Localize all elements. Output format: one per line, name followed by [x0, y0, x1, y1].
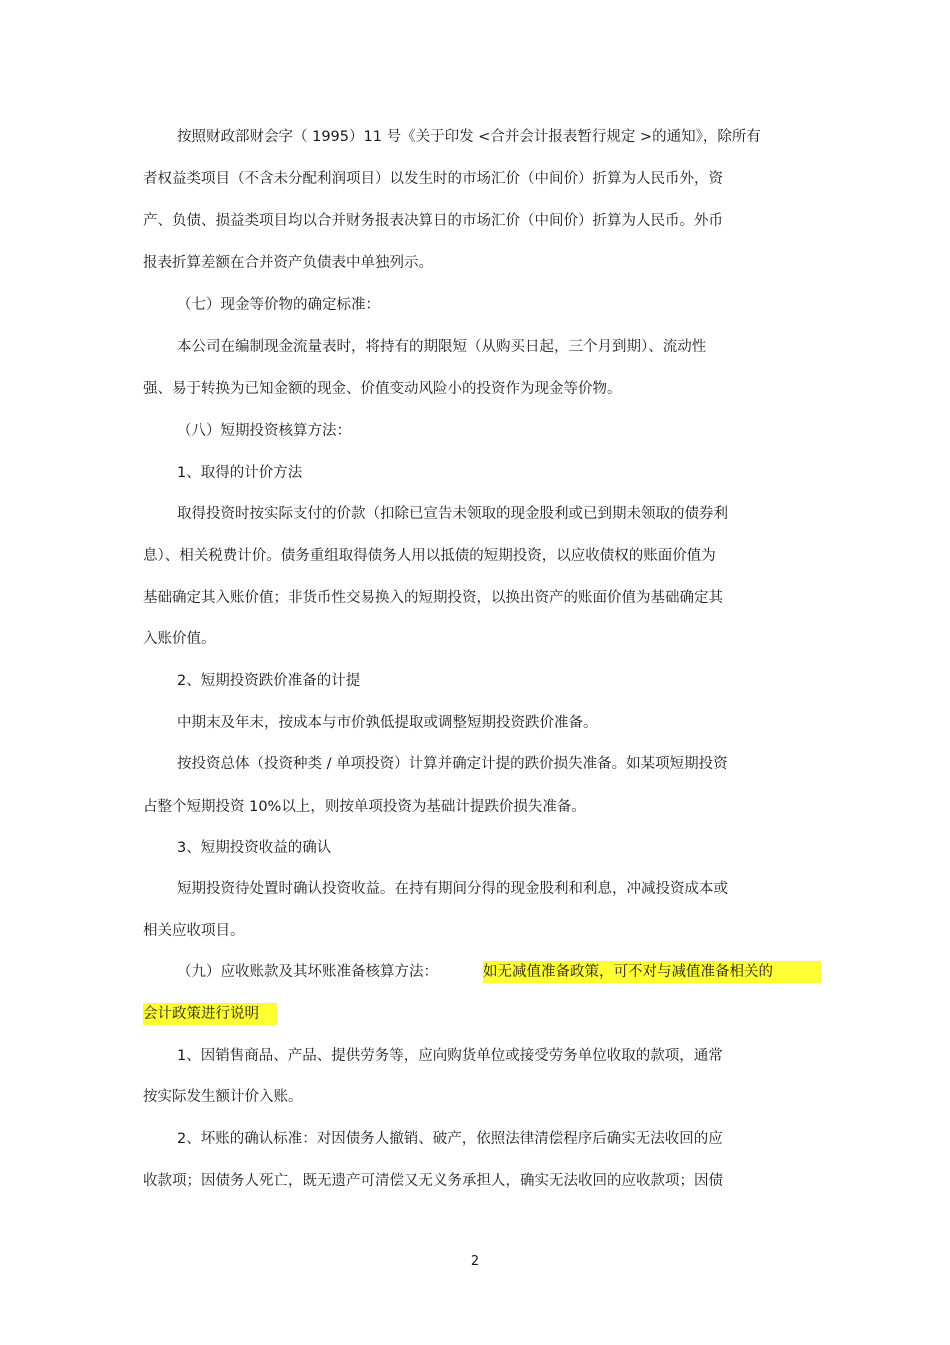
paragraph-line: 相关应收项目。	[143, 923, 245, 939]
paragraph-line: 占整个短期投资 10%以上，则按单项投资为基础计提跌价损失准备。	[143, 799, 586, 815]
paragraph-line: 1、因销售商品、产品、提供劳务等，应向购货单位或接受劳务单位收取的款项，通常	[177, 1048, 723, 1064]
paragraph-line: 中期末及年末，按成本与市价孰低提取或调整短期投资跌价准备。	[177, 715, 598, 731]
paragraph-line: 按照财政部财会字（ 1995）11 号《关于印发 <合并会计报表暂行规定 >的通知》，除所有	[177, 129, 761, 145]
highlighted-note: 会计政策进行说明	[143, 1003, 277, 1025]
paragraph-line: 本公司在编制现金流量表时，将持有的期限短（从购买日起，三个月到期）、流动性	[177, 339, 707, 355]
paragraph-line: 入账价值。	[143, 631, 216, 647]
paragraph-line: 产、负债、损益类项目均以合并财务报表决算日的市场汇价（中间价）折算为人民币。外币	[143, 213, 723, 229]
paragraph-line: 强、易于转换为已知金额的现金、价值变动风险小的投资作为现金等价物。	[143, 381, 622, 397]
paragraph-line: 2、坏账的确认标准：对因债务人撤销、破产，依照法律清偿程序后确实无法收回的应	[177, 1131, 723, 1147]
subsection-heading: 1、取得的计价方法	[177, 465, 303, 481]
section-heading: （七）现金等价物的确定标准：	[177, 297, 380, 313]
page-number: 2	[470, 1254, 480, 1269]
subsection-heading: 2、短期投资跌价准备的计提	[177, 673, 361, 689]
paragraph-line: 息）、相关税费计价。债务重组取得债务人用以抵债的短期投资，以应收债权的账面价值为	[143, 548, 716, 564]
paragraph-line: 者权益类项目（不含未分配利润项目）以发生时的市场汇价（中间价）折算为人民币外，资	[143, 171, 723, 187]
subsection-heading: 3、短期投资收益的确认	[177, 840, 332, 856]
section-heading: （八）短期投资核算方法：	[177, 423, 351, 439]
paragraph-line: 报表折算差额在合并资产负债表中单独列示。	[143, 255, 433, 271]
highlighted-note: 如无减值准备政策，可不对与减值准备相关的	[483, 961, 821, 983]
paragraph-line: 按投资总体（投资种类 / 单项投资）计算并确定计提的跌价损失准备。如某项短期投资	[177, 756, 728, 772]
paragraph-line: 基础确定其入账价值；非货币性交易换入的短期投资，以换出资产的账面价值为基础确定其	[143, 590, 723, 606]
paragraph-line: 按实际发生额计价入账。	[143, 1089, 303, 1105]
section-heading: （九）应收账款及其坏账准备核算方法：	[177, 964, 438, 980]
paragraph-line: 取得投资时按实际支付的价款（扣除已宣告未领取的现金股利或已到期未领取的债券利	[177, 506, 728, 522]
paragraph-line: 短期投资待处置时确认投资收益。在持有期间分得的现金股利和利息，冲减投资成本或	[177, 881, 728, 897]
paragraph-line: 收款项；因债务人死亡，既无遗产可清偿又无义务承担人，确实无法收回的应收款项；因债	[143, 1173, 723, 1189]
